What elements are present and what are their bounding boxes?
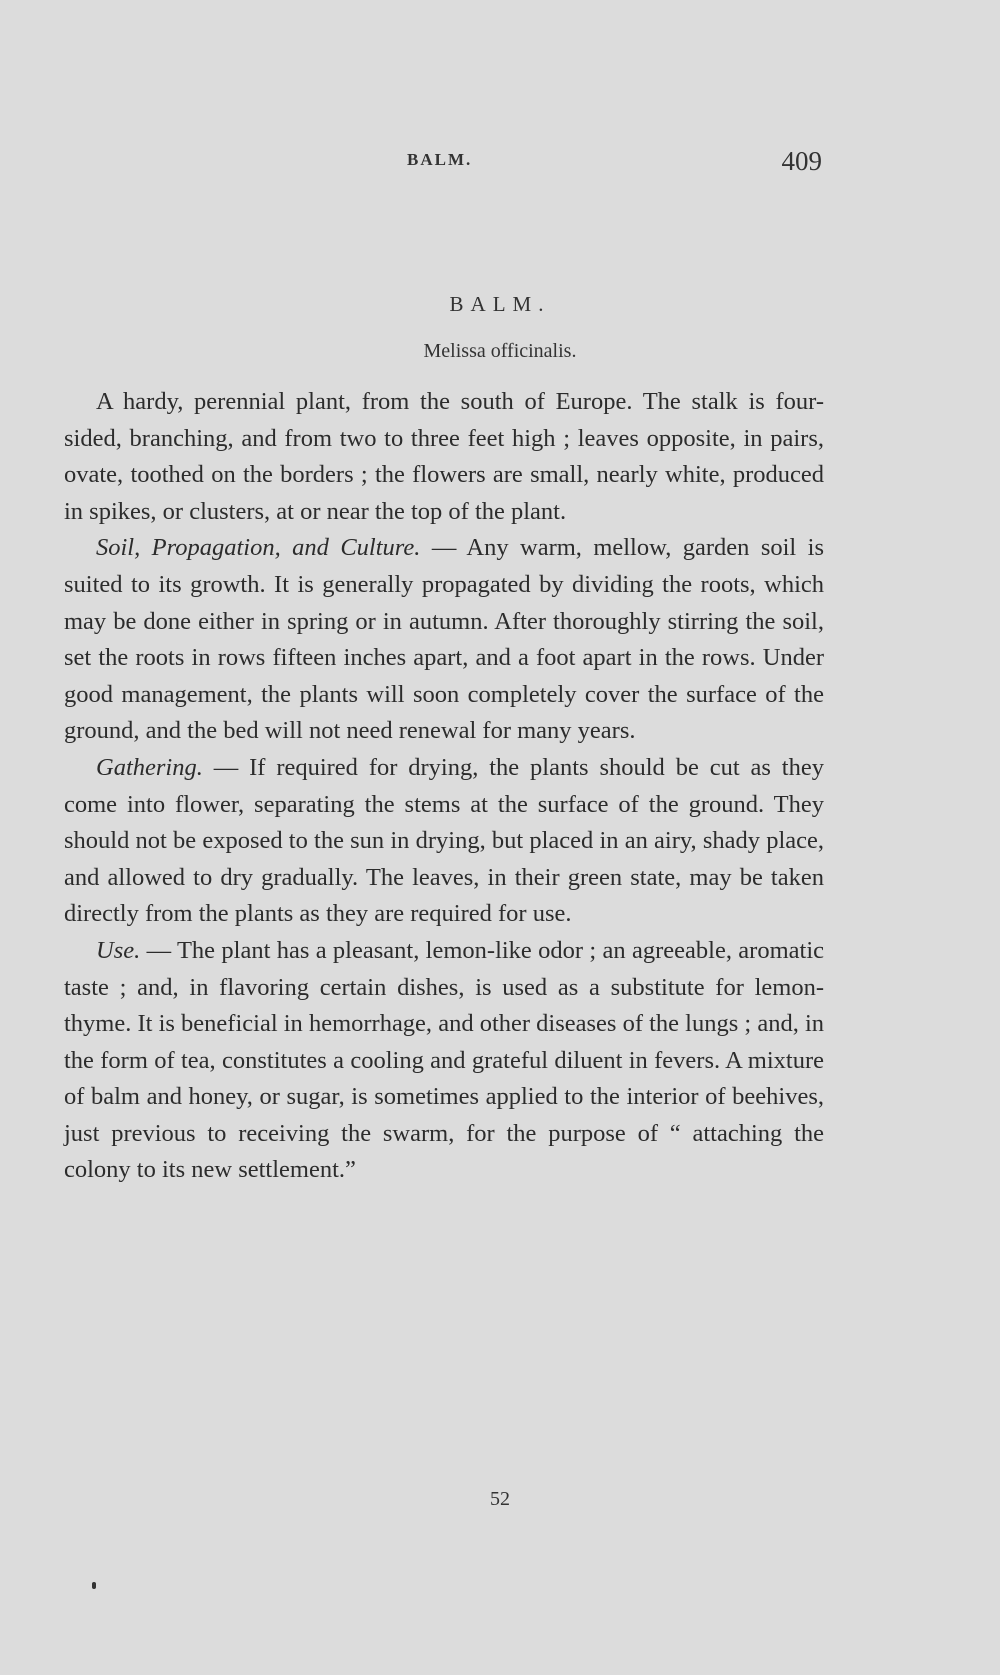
running-head <box>0 146 1000 176</box>
soil-text: — Any warm, mellow, garden soil is suited to its growth. It is generally propagated by dividing the roots, which may be done either in spring or in autumn. After thoroughly stirring the soil, set the roots in rows fifteen inches apart, and a foot apart in the rows. Under good management, the plants will soon completely cover the surface of the ground, and the bed will not need renewal for many years. <box>64 534 824 745</box>
soil-paragraph <box>64 530 824 750</box>
intro-paragraph: A hardy, perennial plant, from the south of Europe. The stalk is four-sided, branching, and from two to three feet high ; leaves opposite, in pairs, ovate, toothed on the borders ; the flowers are small, nearly white, produced in spikes, or clusters, at or near the top of the plant. <box>64 388 824 525</box>
latin-name: Melissa officinalis. <box>423 340 577 362</box>
gathering-text: — If required for drying, the plants should be cut as they come into flower, separating the stems at the surface of the ground. They should not be exposed to the sun in drying, but placed in an airy, shady place, and allowed to dry gradually. The leaves, in their green state, may be taken directly from the plants as they are required for use. <box>64 753 824 928</box>
use-paragraph <box>64 933 824 1189</box>
use-text: — The plant has a pleasant, lemon-like odor ; an agreeable, aromatic taste ; and, in flavoring certain dishes, is used as a substitute for lemon-thyme. It is beneficial in hemorrhage, and other diseases of the lungs ; and, in the form of tea, constitutes a cooling and grateful diluent in fevers. A mixture of balm and honey, or sugar, is sometimes applied to the interior of beehives, just previous to receiving the swarm, for the purpose of “ attaching the colony to its new settlement.” <box>64 936 824 1184</box>
ink-speck <box>92 1582 96 1589</box>
section-heading: BALM. <box>449 292 551 316</box>
gathering-paragraph <box>64 750 824 933</box>
use-label: Use. <box>96 936 141 964</box>
running-title: BALM. <box>407 150 473 169</box>
gathering-label: Gathering. <box>96 753 203 781</box>
page-number: 409 <box>781 146 822 176</box>
soil-label: Soil, Propagation, and Culture. <box>96 534 421 562</box>
signature-mark: 52 <box>490 1488 510 1510</box>
body-text <box>64 384 824 1189</box>
